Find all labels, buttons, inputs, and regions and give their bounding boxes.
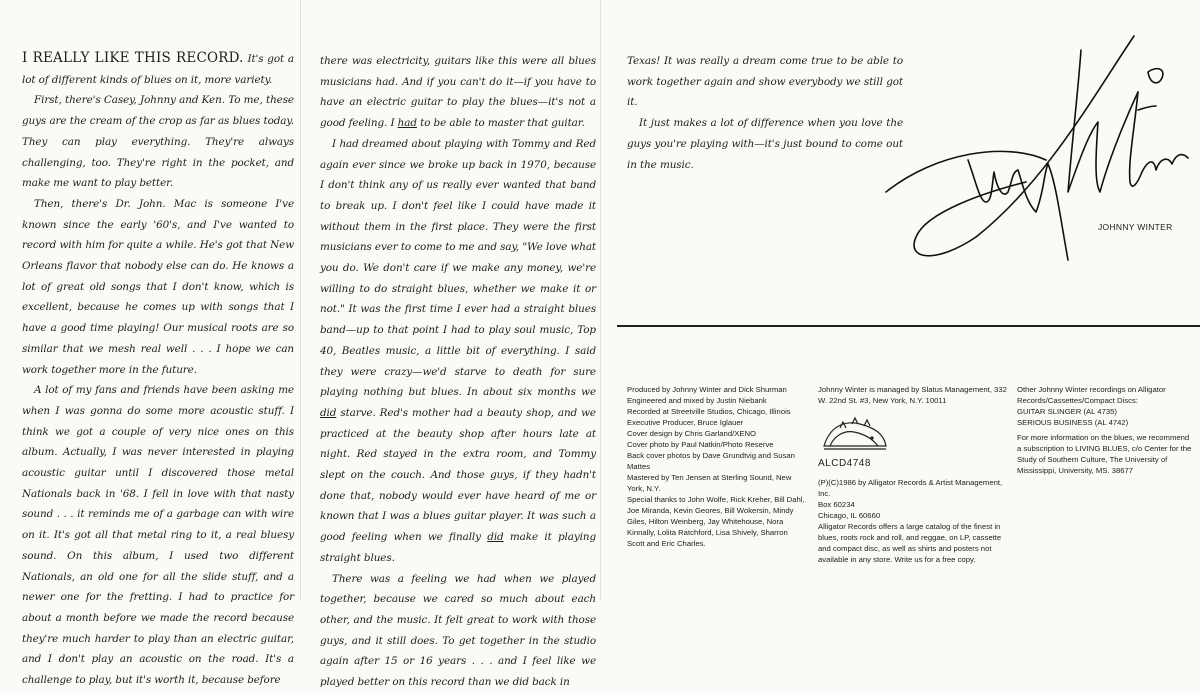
liner-paragraph: There was a feeling we had when we played together, because we cared so much about each other, and the music. It felt great to work with those guys, and it still does. To get together in the studio again after 15 or 16 years . . . and I feel like we played better on this record than we did back in [320,572,596,689]
liner-paragraph: Texas! It was really a dream come true to be able to work together again and show everybody we still got it. [627,55,903,109]
credit-line: Mastered by Ten Jensen at Sterling Sound, New York, N.Y. [627,473,792,493]
liner-paragraph: I REALLY LIKE THIS RECORD. It's got a lot of different kinds of blues on it, more variety. [22,50,294,86]
liner-paragraph: Then, there's Dr. John. Mac is someone I've known since the early '60's, and I've wanted to record with him for quite a while. He's got that New Orleans flavor that nobody else can do. He knows a lot of great old songs that I don't know, which is excellent, because he comes up with songs that I have a good time playing! Our musical roots are so similar that we mesh real well . . . I hope we can work together more in the future. [22,197,294,376]
credits-column-3 [1017,384,1195,476]
copyright-line: (P)(C)1986 by Alligator Records & Artist Management, Inc. [818,478,1003,498]
other-recordings-intro: Other Johnny Winter recordings on Alligator Records/Cassettes/Compact Discs: [1017,385,1166,405]
catalog-number: ALCD4748 [818,458,871,469]
copyright-line: Chicago, IL 60660 [818,511,881,520]
liner-notes-column-2 [320,51,596,693]
signature-name: JOHNNY WINTER [1098,222,1173,232]
credit-line: Back cover photos by Dave Grundtvig and Susan Mattes [627,451,795,471]
recording-title: SERIOUS BUSINESS (AL 4742) [1017,418,1129,427]
management-info: Johnny Winter is managed by Slatus Management, 332 W. 22nd St. #3, New York, N.Y. 10011 [818,385,1007,405]
credit-line: Recorded at Streetville Studios, Chicago, Illinois [627,407,791,416]
section-divider [617,325,1200,327]
copyright-line: Box 60234 [818,500,855,509]
liner-paragraph: It just makes a lot of difference when you love the guys you're playing with—it's just bound to come out in the music. [627,117,903,171]
living-blues-info: For more information on the blues, we recommend a subscription to LIVING BLUES, c/o Center for the Study of Southern Culture, The University of Mississippi, University, MS. 38677 [1017,433,1192,475]
liner-paragraph: there was electricity, guitars like this were all blues musicians had. And if you can't do it—if you have to have an electric guitar to play the blues—it's not a good feeling. I had to be able to master that guitar. [320,55,596,130]
credit-line: Engineered and mixed by Justin Niebank [627,396,767,405]
liner-paragraph: A lot of my fans and friends have been asking me when I was gonna do some more acoustic stuff. I think we got a couple of very nice ones on this album. Actually, I was never interested in playing acoustic guitar until I discovered those metal Nationals back in '68. I fell in love with that nasty sound . . . it reminds me of a garbage can with wire on it. It's got all that metal ring to it, a real bluesy sound. On this album, I used two different Nationals, an old one for all the slide stuff, and a newer one for the fretting. I had to practice for about a month before we made the record because they're much harder to play than an electric guitar, and I don't play an acoustic on the road. It's a challenge to play, but it's worth it, because before [22,384,294,687]
credit-line: Cover design by Chris Garland/XENO [627,429,757,438]
credit-line: Executive Producer, Bruce Iglauer [627,418,744,427]
recording-title: GUITAR SLINGER (AL 4735) [1017,407,1117,416]
lead-heading: I REALLY LIKE THIS RECORD. [22,50,244,66]
liner-notes-column-3 [627,51,903,175]
liner-paragraph: I had dreamed about playing with Tommy and Red again ever since we broke up back in 1970, because I don't think any of us really ever wanted that band to break up. I don't feel like I could have made it without them in the first place. They were the first musicians ever to come to me and say, "We love what you do. We don't care if we make any money, we're willing to do straight blues, whether we make it or not." It was the first time I ever had a straight blues band—up to that point I had to play soul music, Top 40, Beatles music, a little bit of everything. I said they were crazy—we'd starve to death for sure playing nothing but blues. In about six months we did starve. Red's mother had a beauty shop, and we practiced at the beauty shop after hours late at night. Red stayed in the extra room, and Tommy slept on the couch. And those guys, if they hadn't done that, nobody would ever have heard of me or known that I was a blues guitar player. It was such a good feeling when we finally did make it playing straight blues. [320,137,596,564]
credit-line: Special thanks to John Wolfe, Rick Kreher, Bill Dahl, Joe Miranda, Kevin Geores, Bill Wokersin, Mindy Giles, Hilton Weinberg, Jay Whitehouse, Nora Kinnally, Lolita Ratchford, Lisa Shively, Sharron Scott and Eric Charles. [627,495,805,548]
alligator-logo [820,416,890,454]
credit-line: Cover photo by Paul Natkin/Photo Reserve [627,440,774,449]
fold-line-2 [600,0,601,600]
fold-line-1 [300,0,301,600]
credit-line: Produced by Johnny Winter and Dick Shurman [627,385,787,394]
catalog-offer: Alligator Records offers a large catalog of the finest in blues, roots rock and roll, and reggae, on LP, cassette and compact disc, as well as shirts and posters not available in any store. Write us for a free copy. [818,522,1002,564]
liner-paragraph: First, there's Casey, Johnny and Ken. To me, these guys are the cream of the crop as far as blues today. They can play everything. They're always challenging, too. They're right in the pocket, and make me want to play better. [22,94,294,190]
liner-notes-column-1 [22,48,294,691]
credits-column-2 [818,384,1008,565]
credits-column-1 [627,384,807,549]
